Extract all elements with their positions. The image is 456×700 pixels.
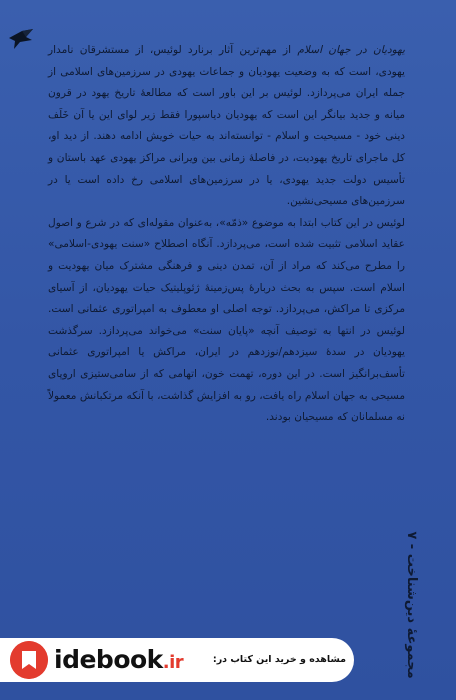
bird-logo-icon: [8, 28, 34, 50]
watermark-brand: [54, 644, 183, 679]
paragraph-1: [48, 40, 405, 213]
paragraph-1-text: از مهم‌ترین آثار برنارد لوئیس، از مستشرقان نامدار یهودی، است که به وضعیت یهودیان و جماعات یهودی در سرزمین‌های اسلامی از جمله ایران می‌پردازد. لوئیس بر این باور است که مطالعهٔ تاریخ یهود در قرون میانه و جدید بیانگر این است که یهودیان دیاسپورا فقط زیر لوای این یا آن خَلَف دینی خود - مسیحیت و اسلام - توانسته‌اند به حیات خویش ادامه دهند. از دید او، کل ماجرای تاریخ یهودیت، در فاصلهٔ زمانی بین ویرانی مراکز یهودی عهد باستان و تأسیس دولت جدید یهودی، یا در سرزمین‌های اسلامی رخ داده است یا در سرزمین‌های مسیحی‌نشین.: [48, 44, 405, 208]
description-text: [48, 40, 405, 429]
idebook-watermark[interactable]: [0, 638, 354, 682]
series-label: مجموعهٔ دین‌شناخت - ۷: [404, 531, 419, 679]
book-title-italic: یهودیان در جهان اسلام: [297, 44, 405, 56]
watermark-brand-tld: .ir: [162, 652, 184, 673]
bookmark-icon: [10, 641, 48, 679]
watermark-caption: مشاهده و خرید این کتاب در:: [212, 654, 346, 665]
watermark-brand-name: idebook: [54, 645, 163, 674]
paragraph-2: لوئیس در این کتاب ابتدا به موضوع «ذمّه»، به‌عنوان مقوله‌ای که در شرع و اصول عقاید اسلامی تثبیت شده است، می‌پردازد. آنگاه اصطلاح «سنت یهودی-اسلامی» را مطرح می‌کند که مراد از آن، تمدن دینی و فرهنگی مشترک میان یهودیت و اسلام است. سپس به بحث دربارهٔ پس‌زمینهٔ ژئوپلیتیک حیات یهودیان، از آسیای مرکزی تا مراکش، می‌پردازد. توجه اصلی او معطوف به امپراتوری عثمانی است. لوئیس در انتها به توصیف آنچه «پایان سنت» می‌خواند می‌پردازد. سرگذشت یهودیان در سدهٔ سیزدهم/نوزدهم در ایران، مراکش یا امپراتوری عثمانی تأسف‌برانگیز است. در این دوره، تهمت خون، اتهامی که از سامی‌ستیزی اروپای مسیحی به جهان اسلام راه یافت، رو به افزایش گذاشت، با آنکه مرتکبانش معمولاً نه مسلمانان که مسیحیان بودند.: [48, 216, 405, 424]
